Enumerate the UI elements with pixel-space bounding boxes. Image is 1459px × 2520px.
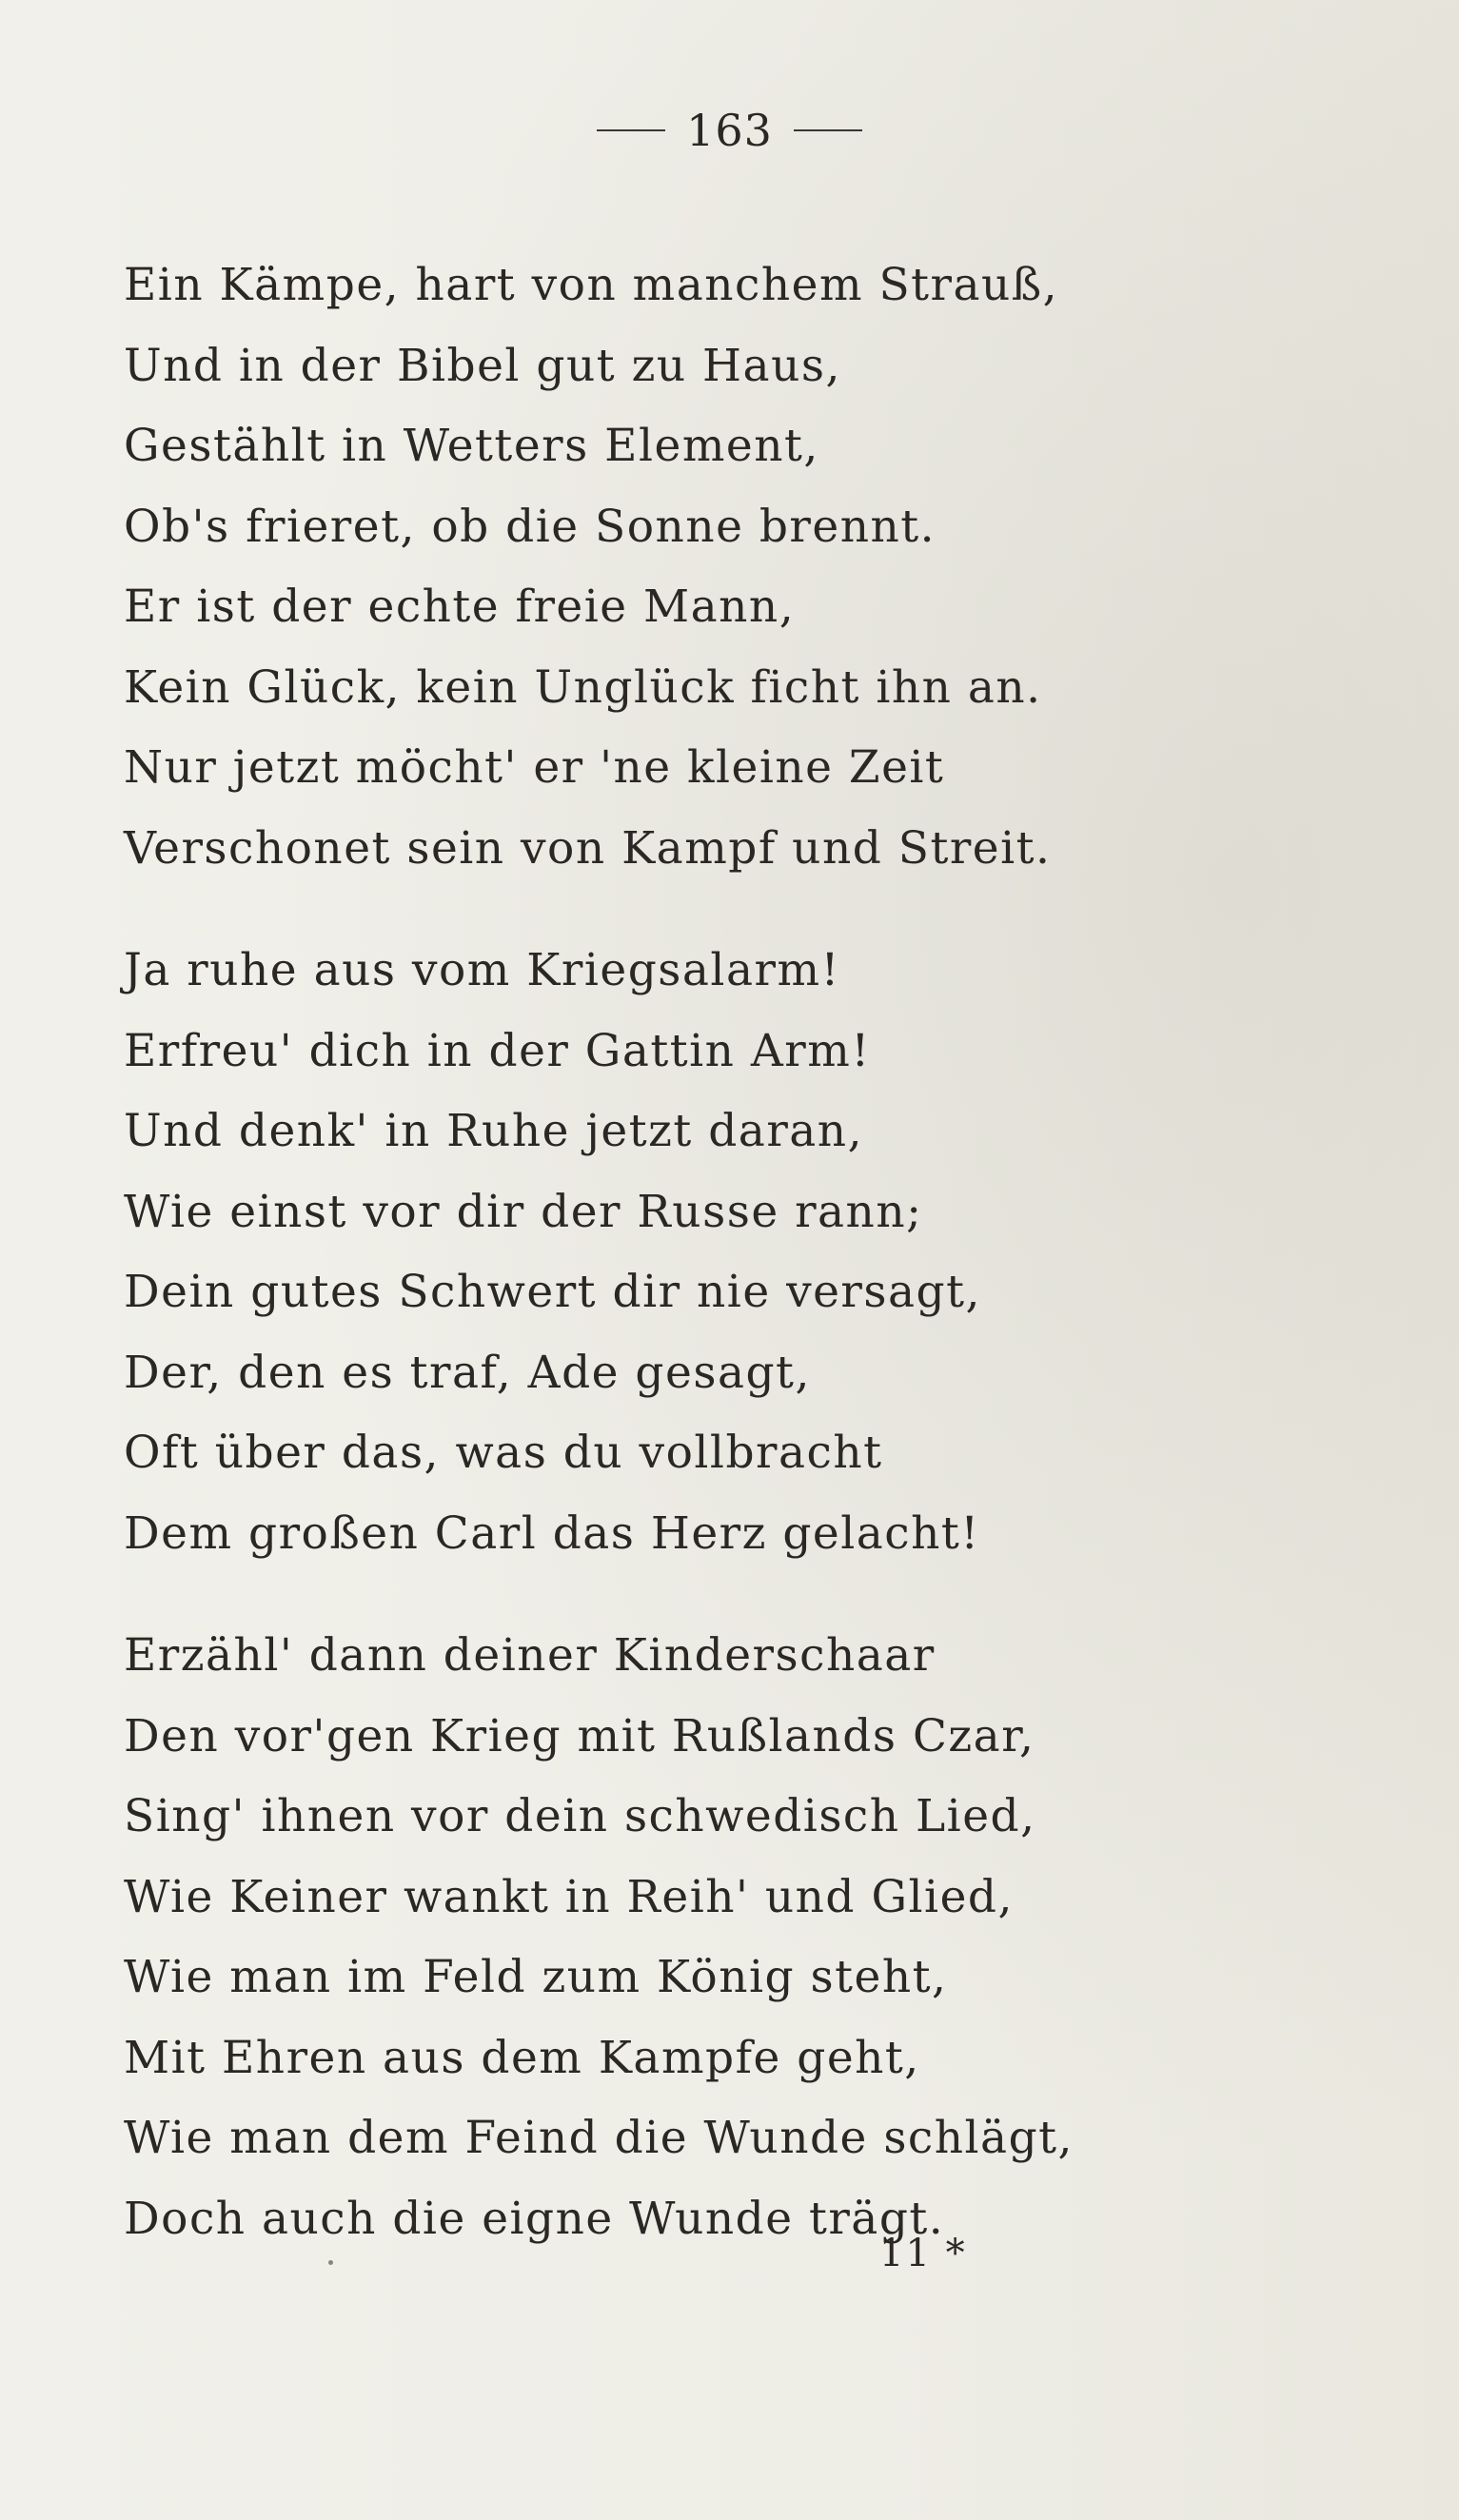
poem-line: Gestählt in Wetters Element, xyxy=(124,420,819,472)
signature-mark: 11 * xyxy=(879,2232,967,2275)
poem-line: Ob's frieret, ob die Sonne brennt. xyxy=(124,500,937,553)
poem-line: Und in der Bibel gut zu Haus, xyxy=(124,339,841,392)
page-header xyxy=(0,105,1459,156)
poem-line: Oft über das, was du vollbracht xyxy=(124,1427,883,1479)
poem-line: Ein Kämpe, hart von manchem Strauß, xyxy=(124,259,1059,311)
poem-line: Dem großen Carl das Herz gelacht! xyxy=(124,1506,980,1560)
poem-line: Nur jetzt möcht' er 'ne kleine Zeit xyxy=(124,741,945,794)
poem-line: Kein Glück, kein Unglück ficht ihn an. xyxy=(124,660,1042,714)
poem-body xyxy=(124,246,1361,2259)
poem-line: Verschonet sein von Kampf und Streit. xyxy=(124,821,1052,875)
poem-line: Wie einst vor dir der Russe rann; xyxy=(124,1185,923,1238)
stanza-3 xyxy=(124,1616,1361,2259)
stanza-1 xyxy=(124,246,1361,889)
poem-line: Und denk' in Ruhe jetzt daran, xyxy=(124,1105,864,1157)
poem-line: Doch auch die eigne Wunde trägt. xyxy=(124,2192,945,2245)
poem-line: Dein gutes Schwert dir nie versagt, xyxy=(124,1266,981,1318)
header-dash-right xyxy=(794,129,862,131)
stanza-2 xyxy=(124,931,1361,1574)
header-dash-left xyxy=(597,129,665,131)
poem-line: Erzähl' dann deiner Kinderschaar xyxy=(124,1629,936,1682)
poem-line: Den vor'gen Krieg mit Rußlands Czar, xyxy=(124,1709,1035,1762)
poem-line: Ja ruhe aus vom Kriegsalarm! xyxy=(124,944,840,996)
poem-line: Wie Keiner wankt in Reih' und Glied, xyxy=(124,1870,1014,1923)
poem-line: Der, den es traf, Ade gesagt, xyxy=(124,1346,811,1399)
poem-line: Sing' ihnen vor dein schwedisch Lied, xyxy=(124,1790,1036,1842)
page-number: 163 xyxy=(686,105,773,156)
poem-line: Erfreu' dich in der Gattin Arm! xyxy=(124,1024,871,1077)
poem-line: Wie man dem Feind die Wunde schlägt, xyxy=(124,2112,1074,2164)
printer-dot xyxy=(328,2260,333,2265)
poem-line: Wie man im Feld zum König steht, xyxy=(124,1951,948,2003)
poem-line: Er ist der echte freie Mann, xyxy=(124,581,796,633)
poem-line: Mit Ehren aus dem Kampfe geht, xyxy=(124,2031,920,2084)
